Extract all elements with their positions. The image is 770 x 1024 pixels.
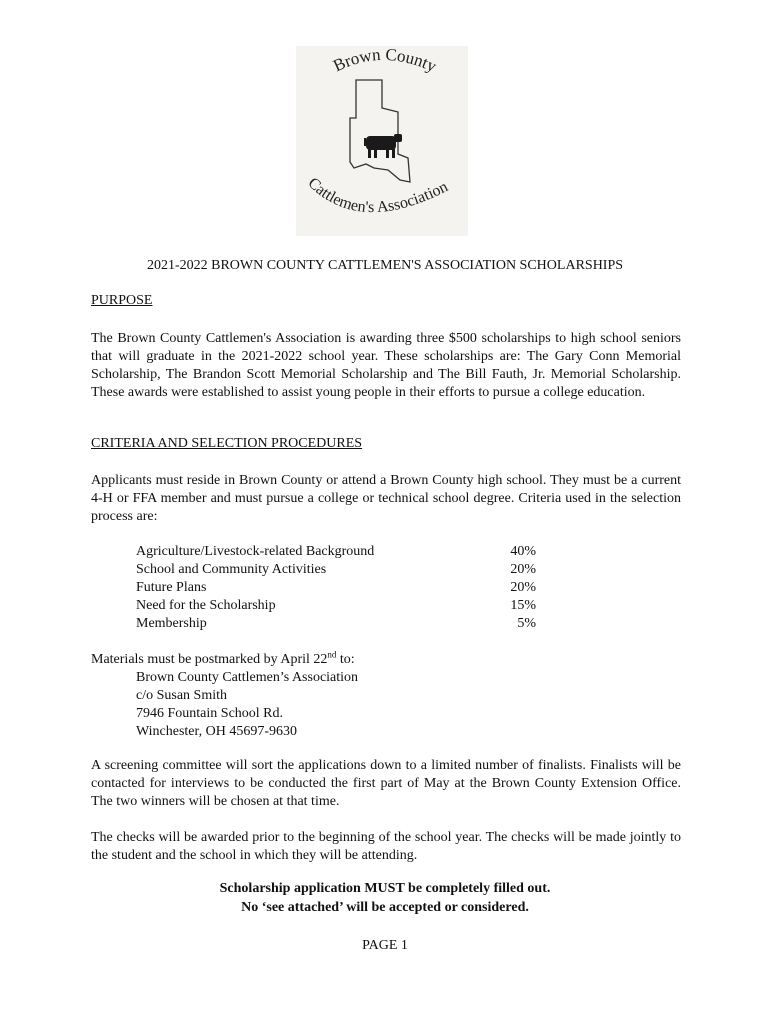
association-logo — [296, 46, 468, 236]
criteria-label: Future Plans — [136, 580, 207, 595]
mailing-intro-text: Materials must be postmarked by April 22 — [91, 652, 328, 667]
logo-bottom-text: Cattlemen's Association — [304, 174, 451, 217]
screening-paragraph: A screening committee will sort the applications down to a limited number of finalists. Finalists will be contacted for interviews to be conducted the first part of May at the Brown County Extension Office. The two winners will be chosen at that time. — [91, 758, 681, 809]
address-line: Winchester, OH 45697-9630 — [136, 724, 298, 739]
criteria-row — [136, 579, 536, 597]
address-line: 7946 Fountain School Rd. — [136, 706, 284, 721]
criteria-row — [136, 561, 536, 579]
date-suffix: nd — [327, 649, 337, 660]
checks-paragraph: The checks will be awarded prior to the beginning of the school year. The checks will be made jointly to the student and the school in which they will be attending. — [91, 830, 681, 863]
criteria-row — [136, 615, 536, 633]
address-line: Brown County Cattlemen’s Association — [136, 670, 359, 685]
criteria-weight: 5% — [517, 616, 536, 631]
criteria-list — [136, 543, 536, 633]
purpose-heading: PURPOSE — [91, 293, 153, 308]
criteria-label: School and Community Activities — [136, 562, 327, 577]
criteria-row — [136, 543, 536, 561]
criteria-weight: 40% — [510, 544, 536, 559]
criteria-paragraph: Applicants must reside in Brown County or attend a Brown County high school. They must be a current 4-H or FFA member and must pursue a college or technical school degree. Criteria used in the selection process are: — [91, 473, 681, 524]
criteria-label: Agriculture/Livestock-related Background — [136, 544, 375, 559]
logo-graphic — [296, 46, 468, 236]
criteria-weight: 20% — [510, 580, 536, 595]
purpose-paragraph: The Brown County Cattlemen's Association is awarding three $500 scholarships to high school seniors that will graduate in the 2021-2022 school year. These scholarships are: The Gary Conn Memorial Scholarship, The Brandon Scott Memorial Scholarship and The Bill Fauth, Jr. Memorial Scholarship. These awards were established to assist young people in their efforts to pursue a college education. — [91, 331, 681, 400]
notice-line-2: No ‘see attached’ will be accepted or considered. — [241, 900, 529, 915]
criteria-row — [136, 597, 536, 615]
document-title: 2021-2022 BROWN COUNTY CATTLEMEN'S ASSOCIATION SCHOLARSHIPS — [146, 258, 624, 273]
address-line: c/o Susan Smith — [136, 688, 228, 703]
criteria-weight: 15% — [510, 598, 536, 613]
criteria-heading: CRITERIA AND SELECTION PROCEDURES — [91, 436, 363, 451]
criteria-label: Need for the Scholarship — [136, 598, 276, 613]
logo-top-text: Brown County — [330, 46, 440, 76]
page-number: PAGE 1 — [362, 938, 408, 953]
notice-line-1: Scholarship application MUST be completely filled out. — [219, 881, 551, 896]
criteria-label: Membership — [136, 616, 207, 631]
mailing-instructions — [91, 651, 358, 741]
mailing-intro-end: to: — [336, 652, 355, 667]
mailing-intro — [91, 651, 358, 669]
criteria-weight: 20% — [510, 562, 536, 577]
